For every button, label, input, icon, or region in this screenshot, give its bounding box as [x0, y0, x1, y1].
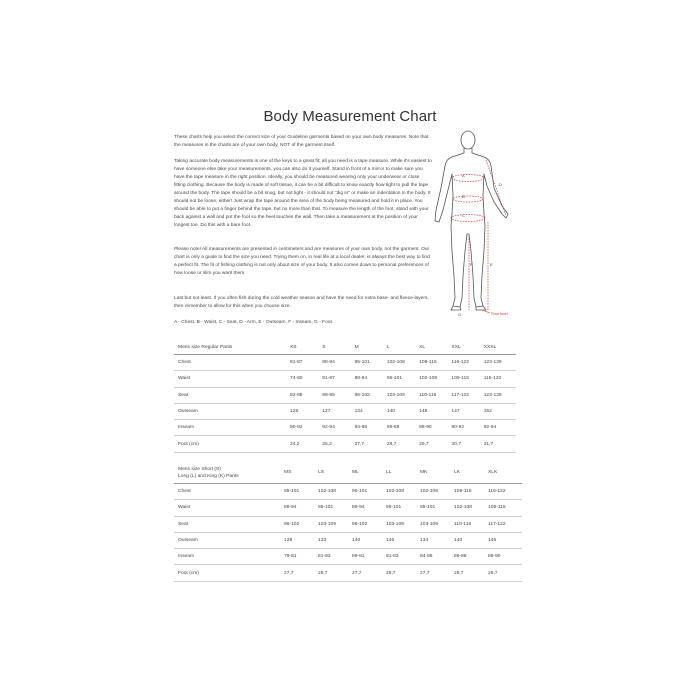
table-cell: 110-116 — [454, 516, 488, 532]
size-header: S — [322, 340, 354, 355]
body-figure-illustration — [422, 126, 526, 330]
table-cell: 24,2 — [290, 436, 322, 452]
table-cell: 109-115 — [451, 371, 483, 387]
table-cell: 116-122 — [484, 371, 516, 387]
table-cell: 102-108 — [420, 484, 454, 500]
table-cell: 80-82 — [290, 420, 322, 436]
size-header: XLK — [488, 464, 522, 484]
table-cell: 95-101 — [387, 371, 419, 387]
table-cell: 140 — [454, 532, 488, 548]
row-label: Waist — [174, 500, 284, 516]
table-cell: 110-116 — [419, 387, 451, 403]
measurement-legend: A - Chest, B - Waist, C - Seat, D - Arm, E - Outseam, F - Inseam, G - Foot. — [174, 320, 334, 325]
table-cell: 125 — [290, 403, 322, 419]
table-row — [174, 420, 516, 436]
table-cell: 95-101 — [386, 500, 420, 516]
row-label: Waist — [174, 371, 290, 387]
row-label: Chest — [174, 484, 284, 500]
table-cell: 88-94 — [284, 500, 318, 516]
table-row — [174, 484, 522, 500]
table-cell: 140 — [352, 532, 386, 548]
how-to-measure-text: Taking accurate body measurements is one of the keys to a great fit; all you need is a tape measure. While it's easiest to have someone else take your measurements, you can also do it yourself. Stand in front of a mirror to make sure you have the tape measure in the right position. Ideally, you should be measured wearing only your underwear or close fitting clothing. Because the body is made of soft tissue, it can be a bit difficult to know exactly how tight to pull the tape around the body. The tape should be a bit snug, but not tight - it should not "dig in" or make an indentation in the body. It should not be loose, either! Just wrap the tape around the area of the body being measured and hold it in place. You should be able to put a finger behind the tape, but no more than that. To measure the length of the foot, stand with your back against a wall and put the foot so the heel touches the wall. Then take a measurement at the position of your longest toe. Do this with a bare foot. — [174, 159, 432, 229]
table-cell: 27,7 — [284, 565, 318, 581]
label-b: B — [462, 194, 465, 199]
table-cell: 27,7 — [352, 565, 386, 581]
table-row — [174, 371, 516, 387]
table-cell: 96-102 — [284, 516, 318, 532]
row-label: Inseam — [174, 549, 284, 565]
table-cell: 79-81 — [284, 549, 318, 565]
row-label: Seat — [174, 387, 290, 403]
size-header: LS — [318, 464, 352, 484]
table-cell: 81-87 — [290, 355, 322, 371]
table-row — [174, 436, 516, 452]
table-cell: 86-88 — [454, 549, 488, 565]
table-cell: 146 — [386, 532, 420, 548]
table-cell: 88-94 — [352, 500, 386, 516]
table-cell: 89-95 — [322, 387, 354, 403]
table-cell: 95-101 — [284, 484, 318, 500]
guide-labels — [458, 173, 502, 317]
label-e: E — [490, 262, 493, 267]
table-row — [174, 532, 522, 548]
note-text: Please note! All measurements are presented in centimeters and are measures of your own body, not the garment. Our chart is only a guide to find the size you need. Trying them on, in real life at a local dealer, is always the best way to find a perfect fit. The fit of fishing clothing is not only about size of your body. It also comes down to personal preferences of how loose or slim you want them. — [174, 247, 430, 277]
row-label: Outseam — [174, 532, 284, 548]
size-header: MS — [284, 464, 318, 484]
table-row — [174, 565, 522, 581]
table-cell: 117-122 — [488, 516, 522, 532]
row-label: Seat — [174, 516, 284, 532]
size-header: XXL — [451, 340, 483, 355]
table-cell: 134 — [420, 532, 454, 548]
table-cell: 103-109 — [386, 516, 420, 532]
table-cell: 25,2 — [322, 436, 354, 452]
table-header-row — [174, 340, 516, 355]
table-cell: 88-94 — [322, 355, 354, 371]
label-d: D — [499, 182, 502, 187]
table-cell: 134 — [355, 403, 387, 419]
row-label: Foot (cm) — [174, 436, 290, 452]
table-cell: 145 — [488, 532, 522, 548]
table-cell: 95-101 — [352, 484, 386, 500]
measurement-guides — [451, 160, 506, 310]
table-cell: 117-122 — [451, 387, 483, 403]
row-label: Outseam — [174, 403, 290, 419]
table-cell: 102-108 — [318, 484, 352, 500]
page-title: Body Measurement Chart — [263, 108, 437, 125]
table-cell: 128 — [284, 532, 318, 548]
table-cell: 94-86 — [355, 420, 387, 436]
last-paragraph — [174, 295, 432, 311]
table-row — [174, 549, 522, 565]
table-cell: 96-102 — [352, 516, 386, 532]
label-c: C — [462, 213, 465, 218]
table-title — [174, 464, 284, 484]
chest-guide — [452, 175, 484, 182]
table-cell: 103-109 — [387, 387, 419, 403]
table-cell: 31,7 — [484, 436, 516, 452]
table-cell: 81-87 — [322, 371, 354, 387]
table-cell: 88-90 — [419, 420, 451, 436]
table-cell: 116-122 — [451, 355, 483, 371]
table-cell: 102-108 — [386, 484, 420, 500]
table-cell: 102-108 — [419, 371, 451, 387]
size-header: MK — [420, 464, 454, 484]
intro-text: These charts help you select the correct size of your Guideline garments based on your own body measures. Note that the measures in the charts are of your own body, NOT of the garment itself. — [174, 135, 429, 149]
table-cell: 102-108 — [387, 355, 419, 371]
table-cell: 145 — [419, 403, 451, 419]
table-cell: 27,7 — [420, 565, 454, 581]
size-header: ML — [352, 464, 386, 484]
table-cell: 127 — [322, 403, 354, 419]
table-cell: 28,7 — [387, 436, 419, 452]
table-cell: 96-102 — [355, 387, 387, 403]
intro-paragraph — [174, 134, 432, 150]
table-cell: 28,7 — [454, 565, 488, 581]
table-cell: 29,7 — [488, 565, 522, 581]
table-cell: 103-109 — [420, 516, 454, 532]
table-cell: 123-128 — [484, 387, 516, 403]
table-row — [174, 387, 516, 403]
size-header: XL — [419, 340, 451, 355]
size-header: XXXL — [484, 340, 516, 355]
table-cell: 28,7 — [318, 565, 352, 581]
table-row — [174, 516, 522, 532]
table-row — [174, 403, 516, 419]
table-title-line-1: Mens size Short (S) — [178, 467, 221, 473]
table-cell: 30,7 — [451, 436, 483, 452]
size-header: LL — [386, 464, 420, 484]
row-label: Chest — [174, 355, 290, 371]
table-cell: 89-81 — [352, 549, 386, 565]
row-label: Inseam — [174, 420, 290, 436]
table-cell: 27,7 — [355, 436, 387, 452]
size-header: L — [387, 340, 419, 355]
table-cell: 74-80 — [290, 371, 322, 387]
body-outline — [435, 131, 508, 310]
table-cell: 86-88 — [387, 420, 419, 436]
table-cell: 103-109 — [318, 516, 352, 532]
table-cell: 109-115 — [488, 500, 522, 516]
table-cell: 102-108 — [454, 500, 488, 516]
table-cell: 140 — [387, 403, 419, 419]
label-a: A — [462, 173, 465, 178]
table-cell: 109-115 — [419, 355, 451, 371]
table-cell: 81-83 — [318, 549, 352, 565]
size-header: M — [355, 340, 387, 355]
table-cell: 84-86 — [420, 549, 454, 565]
table-cell: 90-92 — [451, 420, 483, 436]
table-cell: 82-88 — [290, 387, 322, 403]
table-cell: 28,7 — [386, 565, 420, 581]
table-cell: 116-122 — [488, 484, 522, 500]
label-g: G — [458, 312, 462, 317]
table-cell: 92-94 — [484, 420, 516, 436]
table-cell: 81-83 — [386, 549, 420, 565]
table-cell: 147 — [451, 403, 483, 419]
how-to-measure-paragraph — [174, 158, 432, 230]
table-title: Mens size Regular Pants — [174, 340, 290, 355]
size-header: LK — [454, 464, 488, 484]
regular-pants-size-table — [174, 340, 516, 453]
table-cell: 123-129 — [484, 355, 516, 371]
floor-level-pointer — [482, 310, 490, 313]
table-row — [174, 355, 516, 371]
table-header-row — [174, 464, 522, 484]
table-cell: 95-101 — [355, 355, 387, 371]
short-long-king-size-table — [174, 464, 522, 582]
row-label: Foot (cm) — [174, 565, 284, 581]
size-header: XS — [290, 340, 322, 355]
seat-guide — [451, 215, 485, 222]
table-cell: 29,7 — [419, 436, 451, 452]
table-cell: 133 — [318, 532, 352, 548]
waist-guide — [453, 196, 483, 202]
label-f: F — [470, 262, 473, 267]
table-row — [174, 500, 522, 516]
table-cell: 92-94 — [322, 420, 354, 436]
table-cell: 152 — [484, 403, 516, 419]
table-cell: 88-90 — [488, 549, 522, 565]
table-cell: 109-115 — [454, 484, 488, 500]
table-cell: 95-101 — [420, 500, 454, 516]
table-title-line-2: Long (L) and King (K) Pants — [178, 473, 239, 479]
floor-level-label: Floor level — [491, 312, 508, 316]
note-paragraph — [174, 246, 432, 278]
table-cell: 88-94 — [355, 371, 387, 387]
last-text: Last but not least. If you often fish during the cold weather season and have the need for extra base- and fleece-layers, then remember to allow for this when you choose size. — [174, 296, 429, 310]
table-cell: 95-101 — [318, 500, 352, 516]
